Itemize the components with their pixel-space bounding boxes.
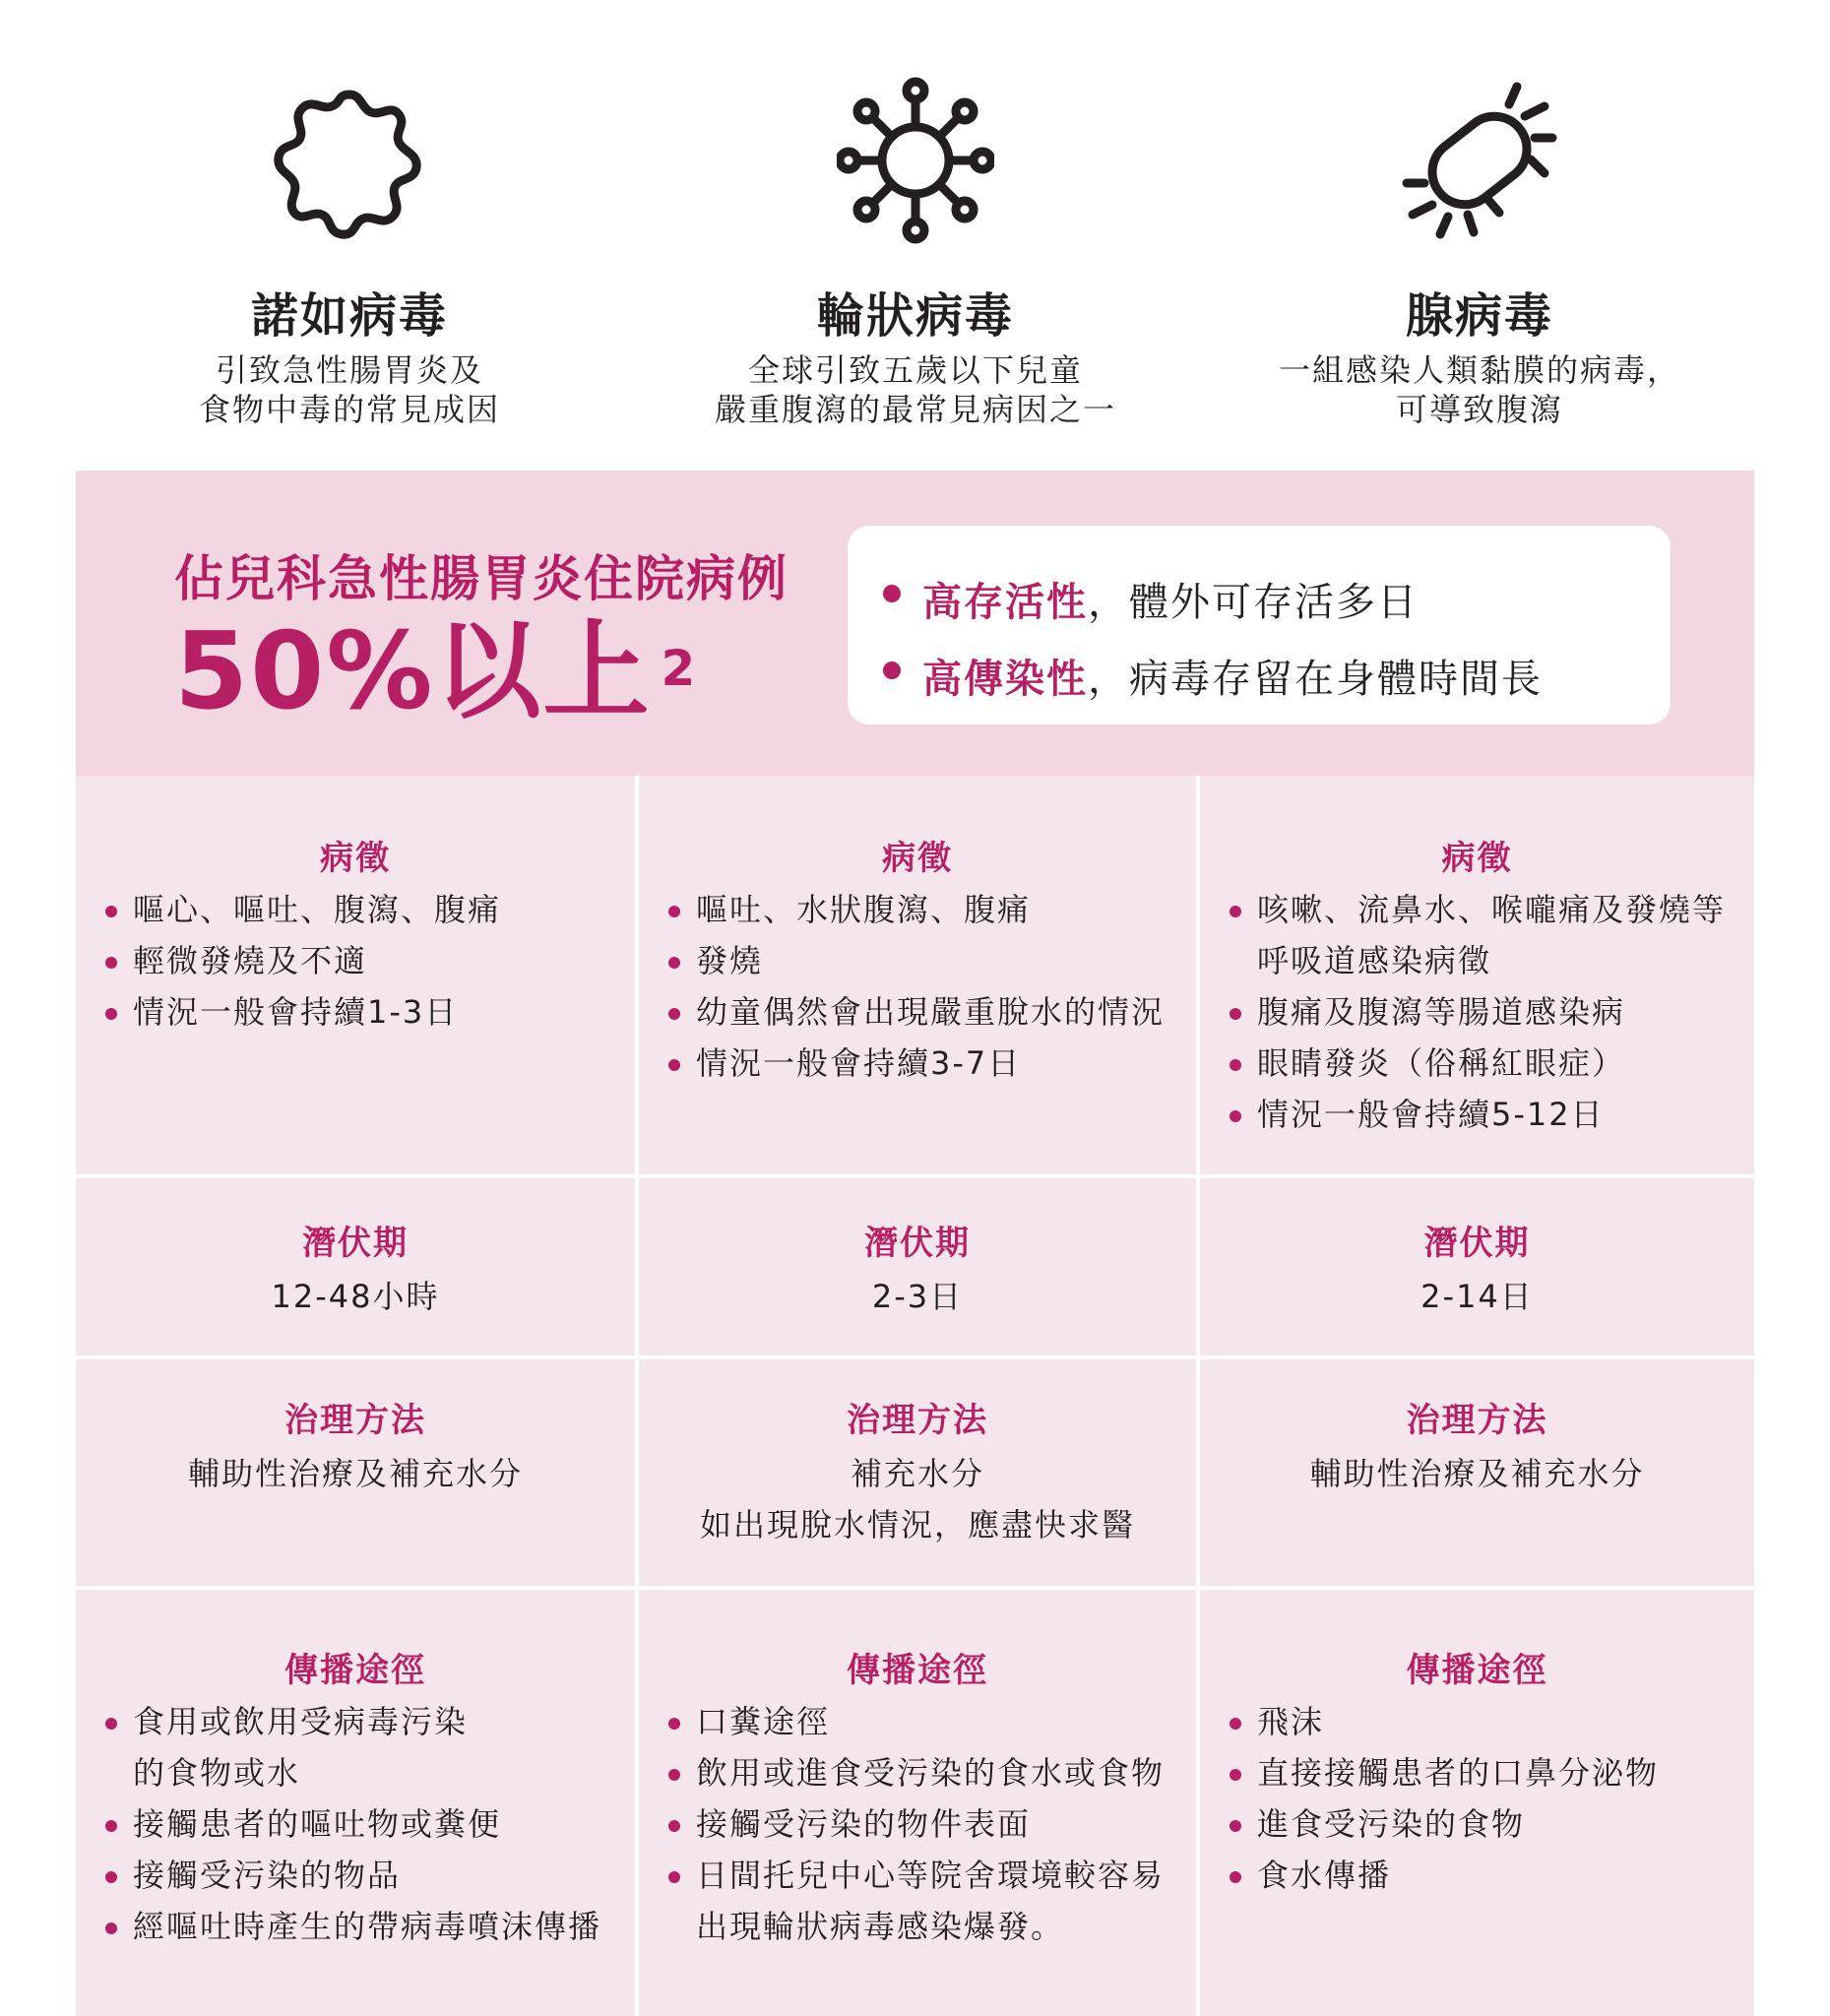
list-item: 腹痛及腹瀉等腸道感染病 [1230, 986, 1726, 1038]
banner-points-box [848, 526, 1671, 724]
list-item: 咳嗽、流鼻水、喉嚨痛及發燒等 [1230, 884, 1726, 935]
cell-title: 潛伏期 [302, 1224, 409, 1263]
statistic-banner [76, 471, 1754, 776]
cell-title: 傳播途徑 [284, 1651, 426, 1690]
banner-point: 高存活性，體外可存活多日 [922, 571, 1419, 627]
treatment-cell [1200, 1359, 1754, 1586]
list-item: 食用或飲用受病毒污染 [105, 1696, 601, 1747]
list-item: 接觸受污染的物品 [105, 1850, 601, 1901]
cell-title: 治理方法 [1406, 1401, 1548, 1440]
list-item-continued: 出現輪狀病毒感染爆發。 [696, 1908, 1065, 1945]
list-item: 接觸受污染的物件表面 [668, 1798, 1165, 1850]
bullet-dot [883, 585, 901, 602]
list-item: 進食受污染的食物 [1230, 1798, 1659, 1850]
bullet-dot [883, 662, 901, 679]
virus-description: 引致急性腸胃炎及 食物中毒的常見成因 [198, 351, 500, 428]
symptoms-list [668, 884, 1165, 1089]
transmission-list [668, 1696, 1165, 1952]
symptoms-cell [76, 776, 635, 1174]
treatment-cell [76, 1359, 635, 1586]
virus-name: 輪狀病毒 [816, 288, 1014, 344]
cell-title: 治理方法 [847, 1401, 988, 1440]
transmission-cell [1200, 1590, 1754, 2016]
list-item: 情況一般會持續5-12日 [1230, 1089, 1726, 1140]
symptoms-cell [639, 776, 1196, 1174]
treatment-text: 補充水分 如出現脫水情況，應盡快求醫 [699, 1455, 1135, 1544]
transmission-list [1230, 1696, 1659, 1901]
list-item: 直接接觸患者的口鼻分泌物 [1230, 1747, 1659, 1798]
banner-point: 高傳染性，病毒存留在身體時間長 [922, 648, 1543, 704]
cell-title: 傳播途徑 [847, 1651, 988, 1690]
virus-name: 諾如病毒 [250, 288, 448, 344]
list-item: 嘔吐、水狀腹瀉、腹痛 [668, 884, 1165, 935]
virus-name: 腺病毒 [1405, 288, 1553, 344]
list-item: 經嘔吐時產生的帶病毒噴沫傳播 [105, 1901, 601, 1952]
cell-title: 病徵 [320, 839, 391, 878]
footnote-reference: 2 [661, 640, 698, 697]
comparison-grid [76, 776, 1754, 2016]
symptoms-list [1230, 884, 1726, 1140]
cell-title: 潛伏期 [864, 1224, 971, 1263]
treatment-text: 輔助性治療及補充水分 [1309, 1455, 1645, 1492]
list-item: 嘔心、嘔吐、腹瀉、腹痛 [105, 884, 501, 935]
list-item-continued: 呼吸道感染病徵 [1257, 942, 1492, 979]
cell-title: 治理方法 [284, 1401, 426, 1440]
symptoms-cell [1200, 776, 1754, 1174]
rotavirus-icon [837, 77, 994, 244]
list-item: 發燒 [668, 935, 1165, 986]
norovirus-icon [271, 77, 428, 244]
list-item: 幼童偶然會出現嚴重脫水的情況 [668, 986, 1165, 1038]
list-item-continued: 的食物或水 [133, 1754, 301, 1792]
transmission-cell [639, 1590, 1196, 2016]
symptoms-list [105, 884, 501, 1038]
list-item: 輕微發燒及不適 [105, 935, 501, 986]
transmission-list [105, 1696, 601, 1952]
incubation-value: 2-14日 [1420, 1278, 1534, 1315]
adenovirus-icon [1401, 77, 1558, 244]
incubation-cell [1200, 1178, 1754, 1355]
incubation-cell [76, 1178, 635, 1355]
virus-description: 全球引致五歲以下兒童 嚴重腹瀉的最常見病因之一 [714, 351, 1116, 428]
list-item: 日間托兒中心等院舍環境較容易 [668, 1850, 1165, 1901]
cell-title: 病徵 [882, 839, 953, 878]
list-item: 眼睛發炎（俗稱紅眼症） [1230, 1038, 1726, 1089]
cell-title: 病徵 [1441, 839, 1513, 878]
incubation-value: 12-48小時 [271, 1278, 440, 1315]
banner-percentage: 50%以上 $^2$ [174, 610, 698, 733]
virus-description: 一組感染人類黏膜的病毒， 可導致腹瀉 [1278, 351, 1680, 428]
cell-title: 傳播途徑 [1406, 1651, 1548, 1690]
incubation-value: 2-3日 [871, 1278, 964, 1315]
list-item: 飲用或進食受污染的食水或食物 [668, 1747, 1165, 1798]
list-item: 飛沫 [1230, 1696, 1659, 1747]
treatment-cell [639, 1359, 1196, 1586]
cell-title: 潛伏期 [1423, 1224, 1531, 1263]
list-item: 情況一般會持續1-3日 [105, 986, 501, 1038]
transmission-cell [76, 1590, 635, 2016]
list-item: 口糞途徑 [668, 1696, 1165, 1747]
list-item: 情況一般會持續3-7日 [668, 1038, 1165, 1089]
incubation-cell [639, 1178, 1196, 1355]
list-item: 接觸患者的嘔吐物或糞便 [105, 1798, 601, 1850]
list-item: 食水傳播 [1230, 1850, 1659, 1901]
banner-lead: 佔兒科急性腸胃炎住院病例 [174, 550, 789, 607]
treatment-text: 輔助性治療及補充水分 [187, 1455, 523, 1492]
